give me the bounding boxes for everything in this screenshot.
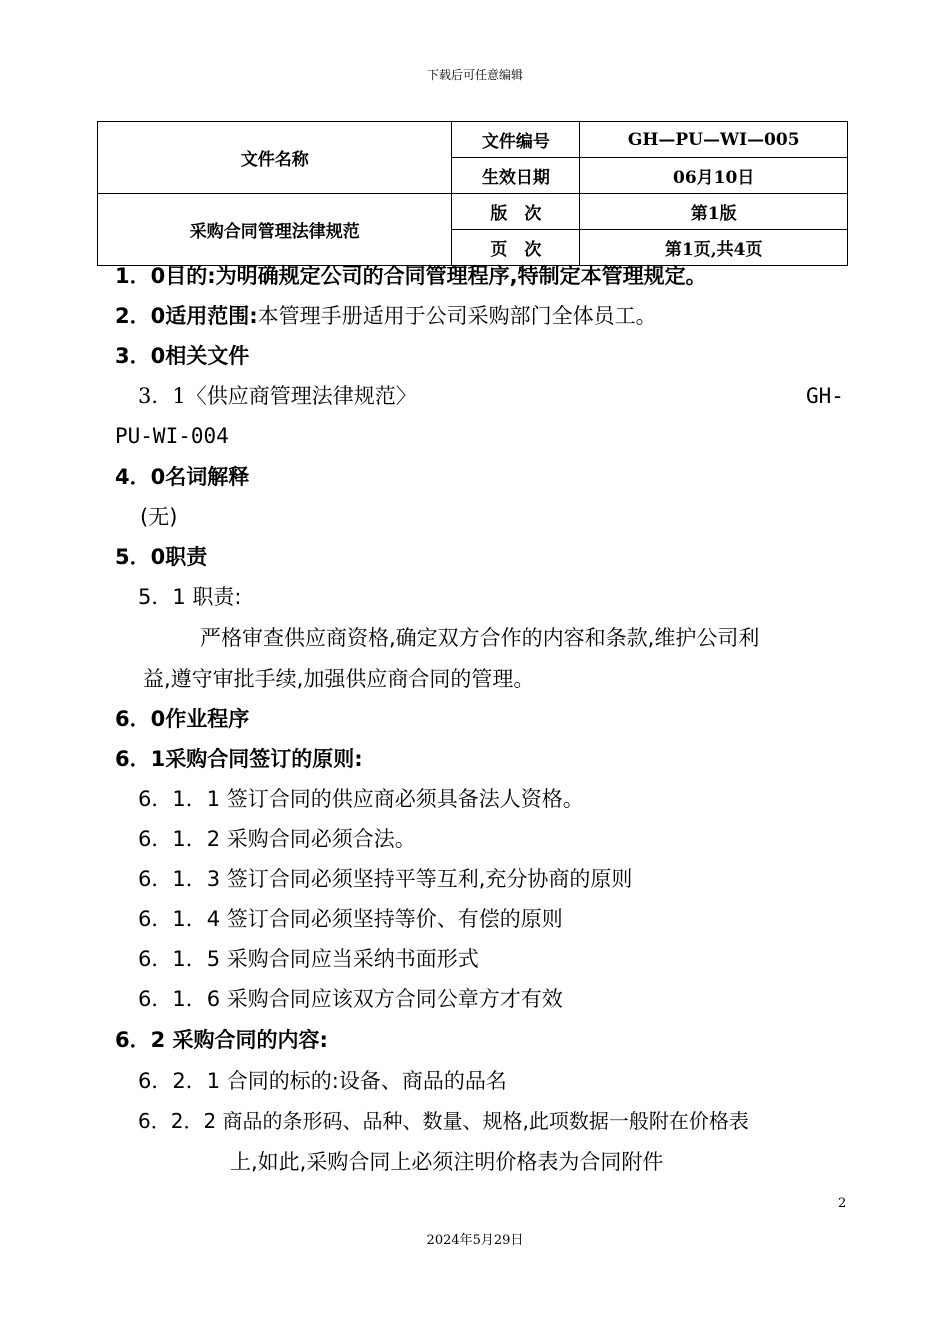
effective-date-label: 生效日期 xyxy=(452,158,580,194)
file-no-value: GH—PU—WI—005 xyxy=(580,122,848,158)
section-2-text: 本管理手册适用于公司采购部门全体员工。 xyxy=(257,304,657,328)
section-6-2-heading: 6．2 采购合同的内容: xyxy=(115,1028,328,1052)
section-6-1-3: 6．1．3 签订合同必须坚持平等互利,充分协商的原则 xyxy=(138,867,633,891)
section-3-1-text: 3．1〈供应商管理法律规范〉 xyxy=(138,384,417,408)
file-no-label: 文件编号 xyxy=(452,122,580,158)
section-6-1-1: 6．1．1 签订合同的供应商必须具备法人资格。 xyxy=(138,787,584,811)
file-name-value: 采购合同管理法律规范 xyxy=(98,194,452,266)
section-6-heading: 6．0作业程序 xyxy=(115,707,250,731)
version-value: 第1版 xyxy=(580,194,848,230)
section-2-heading: 2．0适用范围: xyxy=(115,304,258,328)
section-6-2-2-line1: 6．2．2 商品的条形码、品种、数量、规格,此项数据一般附在价格表 xyxy=(138,1109,749,1133)
section-5-1-heading: 5．1 职责: xyxy=(138,585,242,609)
section-2-scope xyxy=(115,301,657,331)
section-1-purpose: 1．0目的:为明确规定公司的合同管理程序,特制定本管理规定。 xyxy=(115,264,707,288)
file-name-label: 文件名称 xyxy=(98,122,452,194)
section-5-heading: 5．0职责 xyxy=(115,545,208,569)
page-value: 第1页,共4页 xyxy=(580,230,848,266)
page-number: 2 xyxy=(838,1196,847,1211)
section-6-1-2: 6．1．2 采购合同必须合法。 xyxy=(138,827,416,851)
section-5-1-paragraph-line2: 益,遵守审批手续,加强供应商合同的管理。 xyxy=(143,667,535,691)
section-4-none: (无) xyxy=(140,505,178,529)
section-6-1-heading: 6．1采购合同签订的原则: xyxy=(115,747,363,771)
page-label: 页 次 xyxy=(452,230,580,266)
section-4-heading: 4．0名词解释 xyxy=(115,465,250,489)
version-label: 版 次 xyxy=(452,194,580,230)
section-3-heading: 3．0相关文件 xyxy=(115,344,250,368)
effective-date-value: 06月10日 xyxy=(580,158,848,194)
section-3-1-code-end: PU-WI-004 xyxy=(115,424,229,448)
header-note: 下载后可任意编辑 xyxy=(426,68,523,82)
section-6-2-2-line2: 上,如此,采购合同上必须注明价格表为合同附件 xyxy=(230,1150,664,1174)
document-info-table xyxy=(97,121,848,266)
section-3-1-code-start: GH- xyxy=(806,384,844,408)
section-6-1-4: 6．1．4 签订合同必须坚持等价、有偿的原则 xyxy=(138,907,563,931)
footer-date: 2024年5月29日 xyxy=(426,1233,524,1248)
section-6-2-1: 6．2．1 合同的标的:设备、商品的品名 xyxy=(138,1069,507,1093)
section-5-1-paragraph-line1: 严格审查供应商资格,确定双方合作的内容和条款,维护公司利 xyxy=(200,626,760,650)
section-6-1-5: 6．1．5 采购合同应当采纳书面形式 xyxy=(138,947,479,971)
section-6-1-6: 6．1．6 采购合同应该双方合同公章方才有效 xyxy=(138,987,563,1011)
